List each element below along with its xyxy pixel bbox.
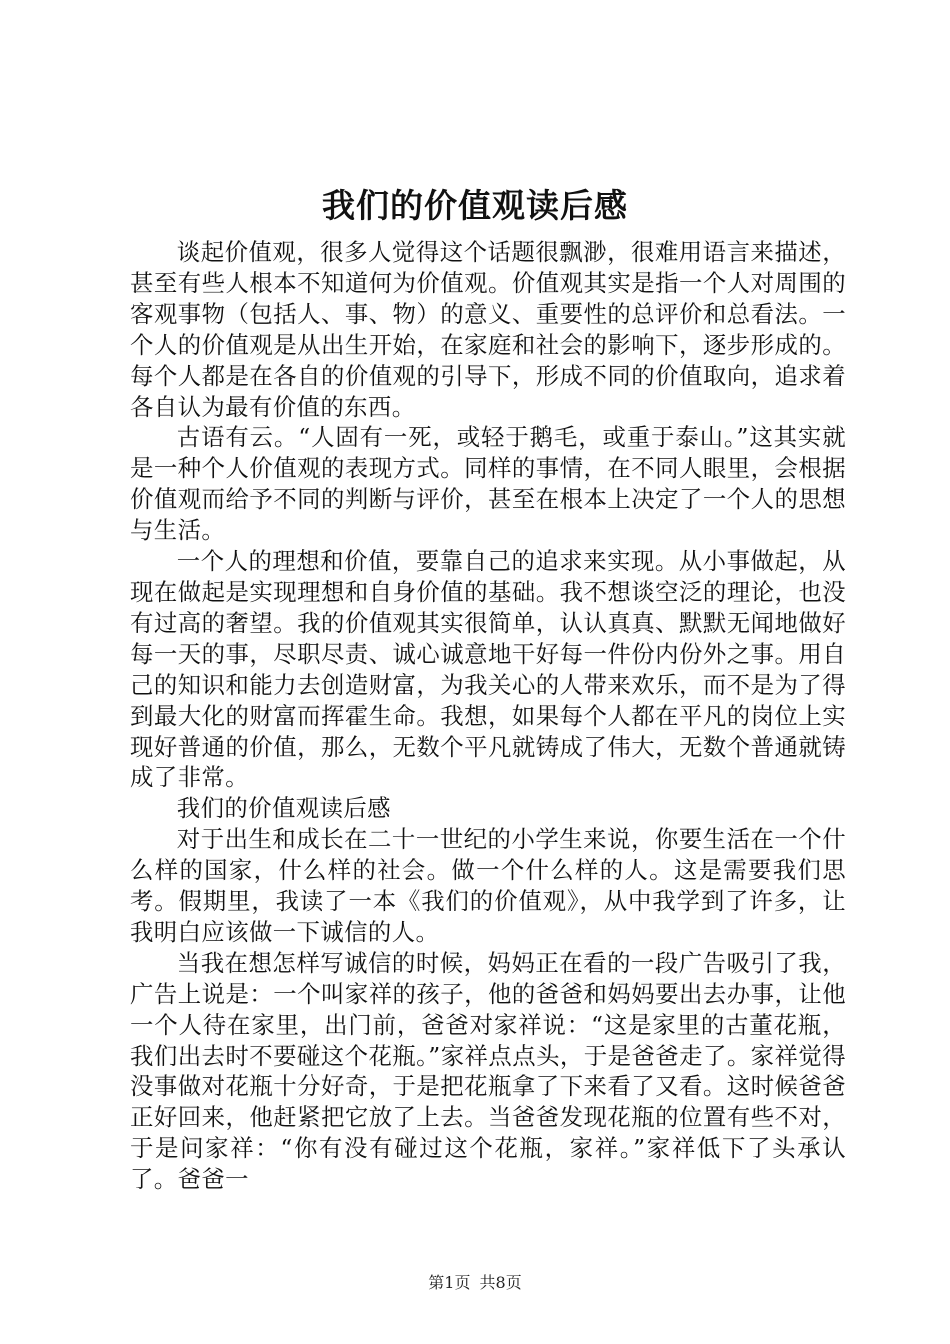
page-total: 共8页: [479, 1273, 522, 1292]
paragraph: 当我在想怎样写诚信的时候，妈妈正在看的一段广告吸引了我，广告上说是：一个叫家祥的孩子，他的爸爸和妈妈要出去办事，让他一个人待在家里，出门前，爸爸对家祥说：“这是家里的古董花瓶，我们出去时不要碰这个花瓶。”家祥点点头，于是爸爸走了。家祥觉得没事做对花瓶十分好奇，于是把花瓶拿了下来看了又看。这时候爸爸正好回来，他赶紧把它放了上去。当爸爸发现花瓶的位置有些不对，于是问家祥：“你有没有碰过这个花瓶，家祥。”家祥低下了头承认了。爸爸一: [130, 948, 846, 1194]
document-title: 我们的价值观读后感: [322, 186, 628, 225]
paragraph: 对于出生和成长在二十一世纪的小学生来说，你要生活在一个什么样的国家，什么样的社会。做一个什么样的人。这是需要我们思考。假期里，我读了一本《我们的价值观》，从中我学到了许多，让我明白应该做一下诚信的人。: [130, 825, 846, 946]
page-number: 第1页: [428, 1273, 471, 1292]
paragraph: 一个人的理想和价值，要靠自己的追求来实现。从小事做起，从现在做起是实现理想和自身价值的基础。我不想谈空泛的理论，也没有过高的奢望。我的价值观其实很简单，认认真真、默默无闻地做好每一天的事，尽职尽责、诚心诚意地干好每一件份内份外之事。用自己的知识和能力去创造财富，为我关心的人带来欢乐，而不是为了得到最大化的财富而挥霍生命。我想，如果每个人都在平凡的岗位上实现好普通的价值，那么，无数个平凡就铸成了伟大，无数个普通就铸成了非常。: [130, 547, 846, 792]
section-heading: 我们的价值观读后感: [176, 794, 391, 823]
paragraph: 谈起价值观，很多人觉得这个话题很飘渺，很难用语言来描述，甚至有些人根本不知道何为价值观。价值观其实是指一个人对周围的客观事物（包括人、事、物）的意义、重要性的总评价和总看法。一个人的价值观是从出生开始，在家庭和社会的影响下，逐步形成的。每个人都是在各自的价值观的引导下，形成不同的价值取向，追求着各自认为最有价值的东西。: [130, 238, 846, 421]
page-footer: [0, 1272, 950, 1294]
document-body: [130, 237, 846, 1195]
paragraph: 古语有云。“人固有一死，或轻于鹅毛，或重于泰山。”这其实就是一种个人价值观的表现方式。同样的事情，在不同人眼里，会根据价值观而给予不同的判断与评价，甚至在根本上决定了一个人的思想与生活。: [130, 423, 846, 545]
